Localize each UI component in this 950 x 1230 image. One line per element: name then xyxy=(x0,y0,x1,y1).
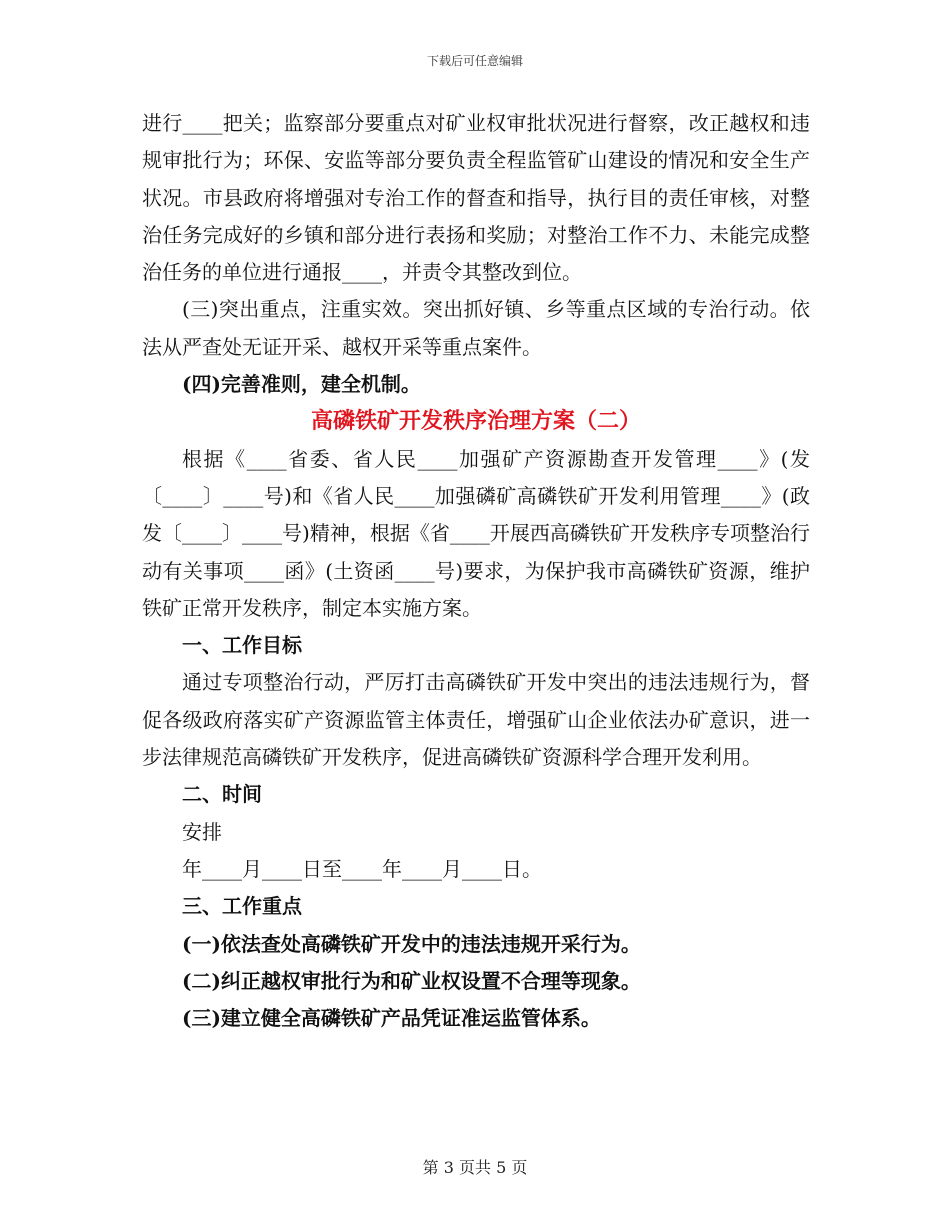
paragraph-supervision: 进行____把关；监察部分要重点对矿业权审批状况进行督察，改正越权和违规审批行为；环保、安监等部分要负责全程监管矿山建设的情况和安全生产状况。市县政府将增强对专治工作的督查和指导，执行目的责任审核，对整治任务完成好的乡镇和部分进行表扬和奖励；对整治工作不力、未能完成整治任务的单位进行通报____，并责令其整改到位。 xyxy=(142,111,810,285)
focus-item-3: (三)建立健全高磷铁矿产品凭证准运监管体系。 xyxy=(182,1006,601,1031)
heading-work-focus: 三、工作重点 xyxy=(182,894,302,919)
focus-item-2: (二)纠正越权审批行为和矿业权设置不合理等现象。 xyxy=(182,968,641,993)
paragraph-basis: 根据《____省委、省人民____加强矿产资源勘查开发管理____》(发〔____〕____号)和《省人民____加强磷矿高磷铁矿开发利用管理____》(政发〔____〕____号)精神，根据《省____开展西高磷铁矿开发秩序专项整治行动有关事项____函》(土资函____号)要求，为保护我市高磷铁矿资源，维护铁矿正常开发秩序，制定本实施方案。 xyxy=(142,446,810,620)
focus-item-1: (一)依法查处高磷铁矿开发中的违法违规开采行为。 xyxy=(182,931,641,956)
section-title: 高磷铁矿开发秩序治理方案（二） xyxy=(310,408,641,435)
paragraph-date-range: 年____月____日至____年____月____日。 xyxy=(182,856,542,881)
paragraph-work-goal: 通过专项整治行动，严厉打击高磷铁矿开发中突出的违法违规行为，督促各级政府落实矿产资源监管主体责任，增强矿山企业依法办矿意识，进一步法律规范高磷铁矿开发秩序，促进高磷铁矿资源科学合理开发利用。 xyxy=(142,670,810,770)
heading-work-goal: 一、工作目标 xyxy=(182,633,302,658)
document-body xyxy=(142,105,810,1037)
page-footer: 第 3 页共 5 页 xyxy=(422,1158,528,1177)
paragraph-focus: (三)突出重点，注重实效。突出抓好镇、乡等重点区域的专治行动。依法从严查处无证开采、越权开采等重点案件。 xyxy=(142,297,810,359)
paragraph-mechanism: (四)完善准则，建全机制。 xyxy=(182,372,421,397)
page-header: 下载后可任意编辑 xyxy=(426,54,523,68)
paragraph-arrangement: 安排 xyxy=(182,819,222,844)
heading-time: 二、时间 xyxy=(182,782,262,807)
